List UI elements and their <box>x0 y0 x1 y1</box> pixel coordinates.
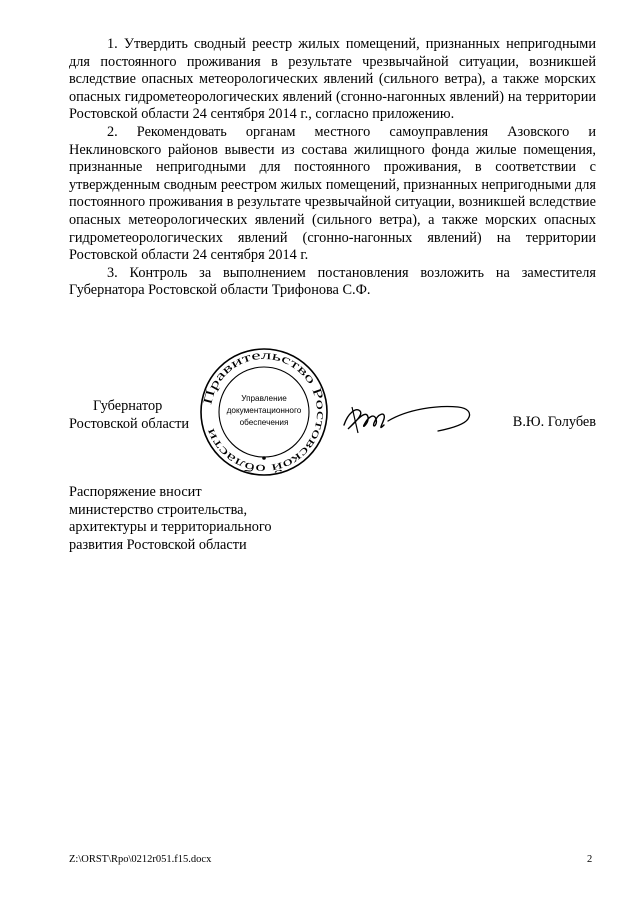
page-number: 2 <box>587 854 593 865</box>
seal-ring-text: Правительство Ростовской области <box>200 347 329 477</box>
signatory-title-line1: Губернатор <box>93 398 163 414</box>
note-line: Распоряжение вносит <box>69 484 202 500</box>
paragraph-3: 3. Контроль за выполнением постановления возложить на заместителя Губернатора Ростовской области Трифонова С.Ф. <box>69 264 596 299</box>
submitter-note <box>69 484 272 554</box>
seal-center-line2: документационного <box>226 406 302 415</box>
paragraph-2: 2. Рекомендовать органам местного самоуправления Азовского и Неклиновского районов вывести из состава жилищного фонда жилые помещения, признанные непригодными для постоянного проживания, в соответствии с утвержденным сводным реестром жилых помещений, признанных непригодными для постоянного проживания в результате чрезвычайной ситуации, возникшей вследствие опасных метеорологических явлений (сильного ветра), а также морских опасных гидрометеорологических явлений (сгонно-нагонных явлений) на территории Ростовской области 24 сентября 2014 г. <box>69 123 596 264</box>
footer-file-path: Z:\ORST\Rpo\0212r051.f15.docx <box>69 854 212 865</box>
signatory-title-line2: Ростовской области <box>69 415 190 432</box>
note-line: министерство строительства, <box>69 501 248 518</box>
seal-dot-icon <box>262 456 266 460</box>
paragraph-1: 1. Утвердить сводный реестр жилых помещений, признанных непригодными для постоянного проживания в результате чрезвычайной ситуации, возникшей вследствие опасных метеорологических явлений (сильного ветра), а также морских опасных гидрометеорологических явлений (сгонно-нагонных явлений) на территории Ростовской области 24 сентября 2014 г., согласно приложению. <box>69 36 596 123</box>
document-body <box>69 36 596 300</box>
note-line: архитектуры и территориального <box>69 519 272 536</box>
handwritten-signature <box>338 395 478 441</box>
official-seal <box>198 346 330 478</box>
seal-center-line1: Управление <box>241 394 287 403</box>
signatory-title <box>69 398 189 433</box>
note-line: развития Ростовской области <box>69 536 247 553</box>
seal-center-line3: обеспечения <box>239 418 289 427</box>
signatory-name: В.Ю. Голубев <box>512 414 596 430</box>
